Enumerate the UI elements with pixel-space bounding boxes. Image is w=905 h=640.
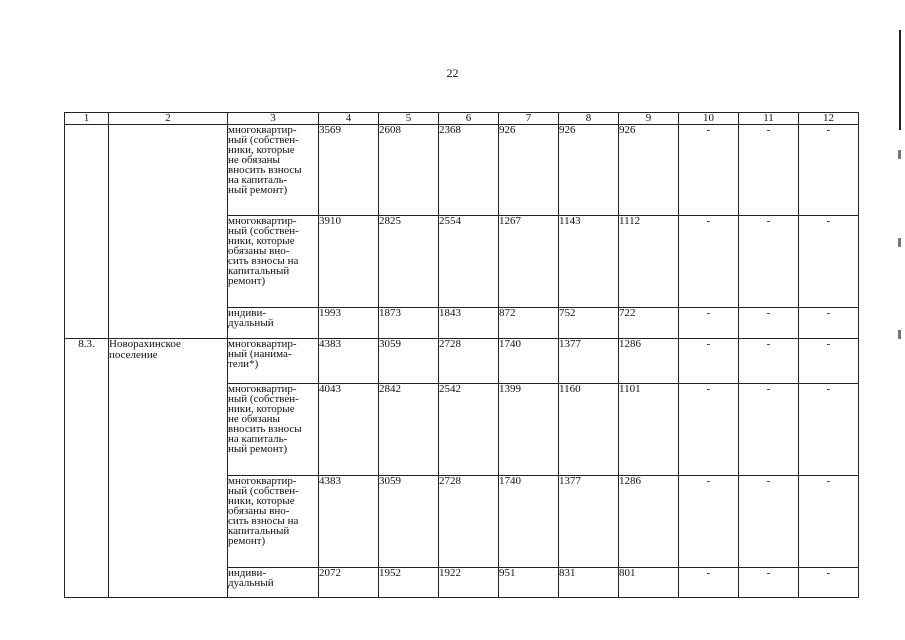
value-cell: 2608 xyxy=(379,125,439,216)
column-number: 6 xyxy=(439,113,499,125)
column-number-row xyxy=(65,113,859,125)
housing-type-cell: многоквартир- ный (собствен- ники, которые не обязаны вносить взносы на капиталь- ный ремонт) xyxy=(228,384,319,476)
empty-value-cell: - xyxy=(799,125,859,216)
value-cell: 926 xyxy=(619,125,679,216)
value-cell: 2842 xyxy=(379,384,439,476)
value-cell: 1740 xyxy=(499,339,559,384)
empty-value-cell: - xyxy=(799,384,859,476)
empty-value-cell: - xyxy=(739,568,799,598)
value-cell: 2728 xyxy=(439,476,499,568)
table-row xyxy=(65,125,859,216)
value-cell: 3059 xyxy=(379,476,439,568)
housing-type-cell: многоквартир- ный (собствен- ники, которые обязаны вно- сить взносы на капитальный ремонт) xyxy=(228,476,319,568)
column-number: 5 xyxy=(379,113,439,125)
housing-type-cell: индиви- дуальный xyxy=(228,568,319,598)
empty-value-cell: - xyxy=(679,568,739,598)
empty-value-cell: - xyxy=(739,125,799,216)
scan-edge-mark xyxy=(898,330,901,339)
table-row xyxy=(65,339,859,384)
housing-type-cell: многоквартир- ный (нанима- тели*) xyxy=(228,339,319,384)
column-number: 2 xyxy=(109,113,228,125)
value-cell: 4043 xyxy=(319,384,379,476)
value-cell: 872 xyxy=(499,308,559,339)
value-cell: 1377 xyxy=(559,476,619,568)
column-number: 9 xyxy=(619,113,679,125)
value-cell: 1160 xyxy=(559,384,619,476)
empty-value-cell: - xyxy=(739,308,799,339)
value-cell: 1101 xyxy=(619,384,679,476)
value-cell: 1377 xyxy=(559,339,619,384)
value-cell: 1286 xyxy=(619,476,679,568)
column-number: 12 xyxy=(799,113,859,125)
column-number: 10 xyxy=(679,113,739,125)
value-cell: 1267 xyxy=(499,216,559,308)
empty-value-cell: - xyxy=(799,308,859,339)
value-cell: 926 xyxy=(559,125,619,216)
empty-value-cell: - xyxy=(679,476,739,568)
empty-value-cell: - xyxy=(799,339,859,384)
value-cell: 2072 xyxy=(319,568,379,598)
value-cell: 2728 xyxy=(439,339,499,384)
value-cell: 1843 xyxy=(439,308,499,339)
value-cell: 3569 xyxy=(319,125,379,216)
scan-edge-mark xyxy=(898,238,901,247)
value-cell: 1993 xyxy=(319,308,379,339)
column-number: 1 xyxy=(65,113,109,125)
empty-value-cell: - xyxy=(679,125,739,216)
empty-value-cell: - xyxy=(739,216,799,308)
empty-value-cell: - xyxy=(679,308,739,339)
value-cell: 1922 xyxy=(439,568,499,598)
empty-value-cell: - xyxy=(799,568,859,598)
settlement-cell xyxy=(109,125,228,339)
value-cell: 1286 xyxy=(619,339,679,384)
value-cell: 1112 xyxy=(619,216,679,308)
value-cell: 1873 xyxy=(379,308,439,339)
value-cell: 752 xyxy=(559,308,619,339)
value-cell: 1143 xyxy=(559,216,619,308)
value-cell: 926 xyxy=(499,125,559,216)
value-cell: 951 xyxy=(499,568,559,598)
housing-type-cell: многоквартир- ный (собствен- ники, которые обязаны вно- сить взносы на капитальный ремонт) xyxy=(228,216,319,308)
column-number: 7 xyxy=(499,113,559,125)
empty-value-cell: - xyxy=(679,384,739,476)
column-number: 3 xyxy=(228,113,319,125)
tariff-table xyxy=(64,112,859,598)
housing-type-cell: индиви- дуальный xyxy=(228,308,319,339)
empty-value-cell: - xyxy=(679,339,739,384)
value-cell: 1952 xyxy=(379,568,439,598)
empty-value-cell: - xyxy=(739,339,799,384)
scan-edge-line xyxy=(899,30,901,130)
empty-value-cell: - xyxy=(679,216,739,308)
value-cell: 831 xyxy=(559,568,619,598)
column-number: 4 xyxy=(319,113,379,125)
empty-value-cell: - xyxy=(739,384,799,476)
empty-value-cell: - xyxy=(799,216,859,308)
column-number: 8 xyxy=(559,113,619,125)
index-cell xyxy=(65,125,109,339)
value-cell: 1740 xyxy=(499,476,559,568)
value-cell: 2368 xyxy=(439,125,499,216)
value-cell: 4383 xyxy=(319,476,379,568)
value-cell: 3910 xyxy=(319,216,379,308)
page-number: 22 xyxy=(446,66,459,80)
scan-edge-mark xyxy=(898,150,901,159)
value-cell: 801 xyxy=(619,568,679,598)
value-cell: 4383 xyxy=(319,339,379,384)
value-cell: 2554 xyxy=(439,216,499,308)
value-cell: 2825 xyxy=(379,216,439,308)
empty-value-cell: - xyxy=(739,476,799,568)
value-cell: 3059 xyxy=(379,339,439,384)
value-cell: 722 xyxy=(619,308,679,339)
value-cell: 2542 xyxy=(439,384,499,476)
empty-value-cell: - xyxy=(799,476,859,568)
column-number: 11 xyxy=(739,113,799,125)
housing-type-cell: многоквартир- ный (собствен- ники, которые не обязаны вносить взносы на капиталь- ный ремонт) xyxy=(228,125,319,216)
index-cell: 8.3. xyxy=(65,339,109,598)
settlement-cell xyxy=(109,339,228,598)
value-cell: 1399 xyxy=(499,384,559,476)
settlement-name: Новорахинское поселение xyxy=(109,338,181,361)
